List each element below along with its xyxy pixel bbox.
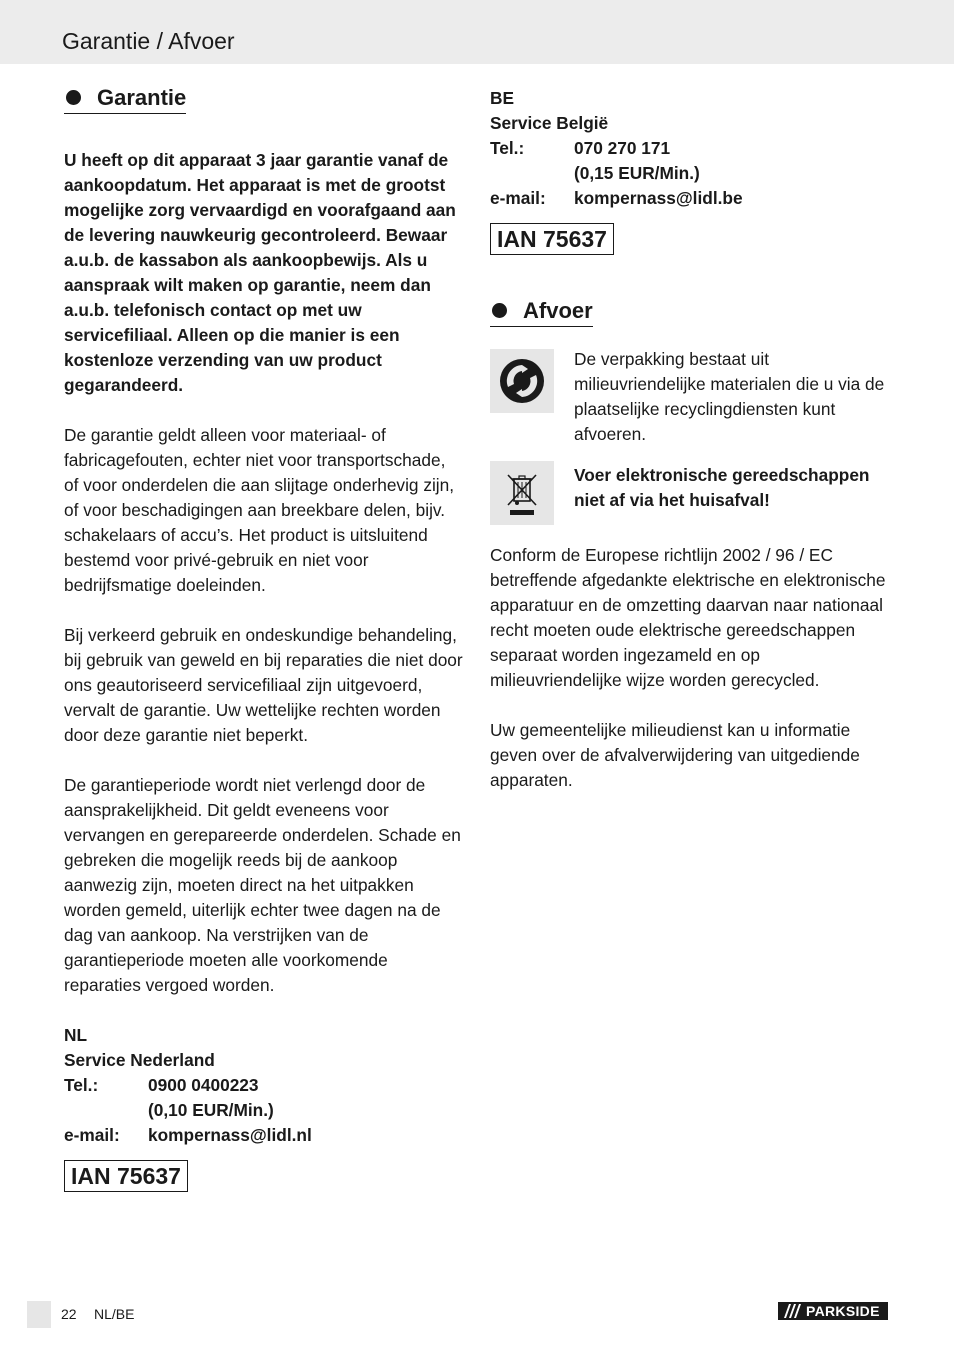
footer-marker [27, 1301, 51, 1328]
afvoer-paragraph-1: Conform de Europese richtlijn 2002 / 96 / EC betreffende afgedankte elektrische en elektronische apparatuur en de omzetting daarvan naar nationaal recht moeten oude elektrische gereedschappen separaat worden ingezameld en op milieuvriendelijke wijze worden gerecycled. [490, 545, 886, 690]
be-rate: (0,15 EUR/Min.) [574, 163, 700, 183]
bullet-icon [66, 90, 81, 105]
nl-email-label: e-mail: [64, 1125, 120, 1145]
right-column [490, 86, 890, 793]
be-email-label: e-mail: [490, 188, 546, 208]
nl-email: kompernass@lidl.nl [148, 1125, 312, 1145]
be-email: kompernass@lidl.be [574, 188, 743, 208]
page-title: Garantie / Afvoer [62, 28, 235, 54]
be-service-name: Service België [490, 113, 609, 133]
garantie-heading: Garantie [97, 85, 187, 110]
page-header [0, 0, 954, 64]
brand-name: PARKSIDE [806, 1303, 880, 1319]
parkside-logo [778, 1302, 888, 1320]
nl-tel-label: Tel.: [64, 1075, 99, 1095]
be-tel-label: Tel.: [490, 138, 525, 158]
afvoer-paragraph-2: Uw gemeentelijke milieudienst kan u informatie geven over de afvalverwijdering van uitgediende apparaten. [490, 720, 860, 790]
garantie-section-heading [64, 84, 464, 114]
bullet-icon [492, 303, 507, 318]
left-column [64, 84, 464, 1192]
weee-warning-text: Voer elektronische gereedschappen niet af via het huisafval! [574, 465, 870, 510]
page-language: NL/BE [94, 1306, 135, 1322]
nl-tel: 0900 0400223 [148, 1075, 259, 1095]
garantie-paragraph-1: De garantie geldt alleen voor materiaal- of fabricagefouten, echter niet voor transportschade, of voor onderdelen die aan slijtage onderhevig zijn, of voor beschadigingen aan breekbare delen, bijv. schakelaars of accu’s. Het product is uitsluitend bestemd voor privé-gebruik en niet voor bedrijfsmatige doeleinden. [64, 425, 455, 595]
nl-ian-box: IAN 75637 [64, 1160, 188, 1192]
be-contact [490, 86, 890, 211]
garantie-paragraph-3: De garantieperiode wordt niet verlengd door de aansprakelijkheid. Dit geldt eveneens voor vervangen en gerepareerde onderdelen. Schade en gebreken die mogelijk reeds bij de aankoop aanwezig zijn, moeten direct na het uitpakken worden gemeld, uiterlijk echter twee dagen na de dag van aankoop. Na verstrijken van de garantieperiode moeten alle voorkomende reparaties vergoed worden. [64, 775, 461, 995]
be-country: BE [490, 88, 515, 108]
packaging-text: De verpakking bestaat uit milieuvriendelijke materialen die u via de plaatselijke recyclingdiensten kunt afvoeren. [574, 349, 885, 444]
nl-country: NL [64, 1025, 88, 1045]
garantie-intro: U heeft op dit apparaat 3 jaar garantie vanaf de aankoopdatum. Het apparaat is met de grootst mogelijke zorg vervaardigd en voorafgaand aan de levering nauwkeurig gecontroleerd. Bewaar a.u.b. de kassabon als aankoopbewijs. Als u aanspraak wilt maken op garantie, neem dan a.u.b. telefonisch contact op met uw servicefiliaal. Alleen op die manier is een kostenloze verzending van uw product gegarandeerd. [64, 150, 456, 395]
nl-rate: (0,10 EUR/Min.) [148, 1100, 274, 1120]
green-dot-recycling-icon [490, 349, 554, 413]
nl-contact [64, 1023, 464, 1148]
logo-slashes-icon [778, 1302, 806, 1320]
packaging-row [490, 347, 890, 447]
crossed-out-bin-icon [490, 461, 554, 525]
nl-service-name: Service Nederland [64, 1050, 215, 1070]
afvoer-section-heading [490, 297, 890, 327]
afvoer-heading: Afvoer [523, 298, 593, 323]
be-ian-box: IAN 75637 [490, 223, 614, 255]
be-tel: 070 270 171 [574, 138, 671, 158]
page-number: 22 [61, 1306, 77, 1322]
weee-row [490, 459, 890, 525]
garantie-paragraph-2: Bij verkeerd gebruik en ondeskundige behandeling, bij gebruik van geweld en bij reparaties die niet door ons geautoriseerd servicefiliaal zijn uitgevoerd, vervalt de garantie. Uw wettelijke rechten worden door deze garantie niet beperkt. [64, 625, 463, 745]
